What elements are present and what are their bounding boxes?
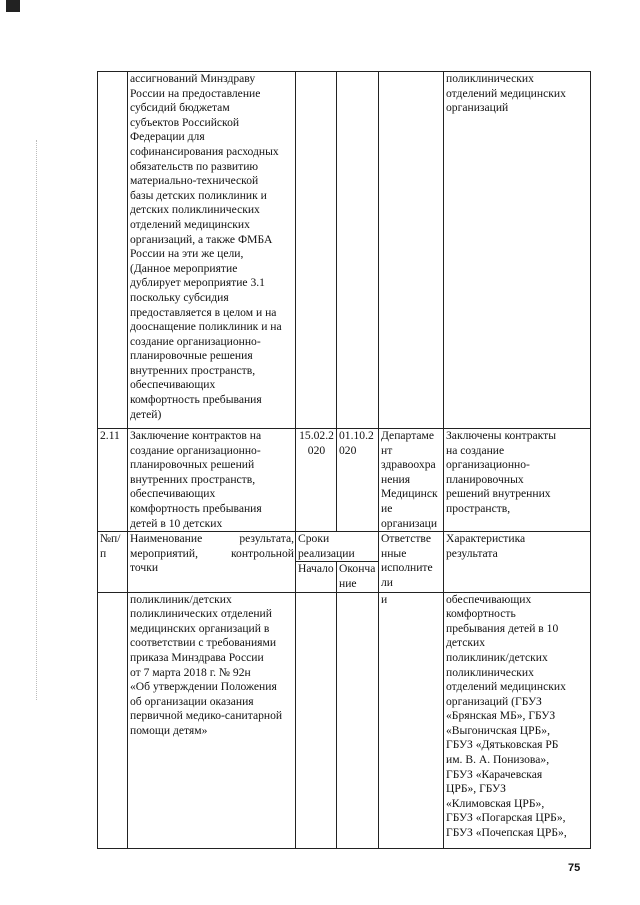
cell-result: поликлинических отделений медицинских организаций [444, 72, 591, 429]
cell-num [98, 592, 128, 848]
cell-start [296, 72, 337, 429]
cell-num: 2.11 [98, 429, 128, 532]
header-result: Характеристика результата [444, 532, 591, 592]
header-responsible: Ответстве нные исполните ли [379, 532, 444, 592]
cell-name: поликлиник/детских поликлинических отделений медицинских организаций в соответствии с требованиями приказа Минздрава России от 7 марта 2018 г. № 92н «Об утверждении Положения об организации оказания первичной медико-санитарной помощи детям» [128, 592, 296, 848]
cell-name: Заключение контрактов на создание организационно- планировочных решений внутренних пространств, обеспечивающих комфортность пребывания детей в 10 детских [128, 429, 296, 532]
cell-result: Заключены контракты на создание организационно- планировочных решений внутренних пространств, [444, 429, 591, 532]
header-start: Начало [296, 562, 337, 592]
table-row [98, 592, 591, 848]
cell-num [98, 72, 128, 429]
header-end: Оконча ние [337, 562, 379, 592]
scan-corner-mark [6, 0, 20, 12]
cell-responsible [379, 72, 444, 429]
cell-responsible: Департаме нт здравоохра нения Медицинск ие организаци [379, 429, 444, 532]
header-name-line: мероприятий, контрольной [130, 546, 294, 560]
cell-responsible: и [379, 592, 444, 848]
scan-margin-dots [36, 140, 39, 700]
header-num: №п/п [98, 532, 128, 592]
measures-table [97, 71, 591, 849]
header-name-line: Наименование результата, [130, 532, 294, 546]
cell-start: 15.02.2 020 [296, 429, 337, 532]
header-name-line: точки [130, 561, 159, 575]
table-header-row [98, 532, 591, 562]
cell-name: ассигнований Минздраву России на предоставление субсидий бюджетам субъектов Российской Федерации для софинансирования расходных обязательств по развитию материально-технической базы детских поликлиник и детских поликлинических отделений медицинских организаций, а также ФМБА России на эти же цели, (Данное мероприятие дублирует мероприятие 3.1 поскольку субсидия предоставляется в целом и на дооснащение поликлиник и на создание организационно- планировочные решения внутренних пространств, обеспечивающих комфортность пребывания детей) [128, 72, 296, 429]
table-row [98, 72, 591, 429]
header-name [128, 532, 296, 592]
cell-result: обеспечивающих комфортность пребывания детей в 10 детских поликлиник/детских поликлинических отделений медицинских организаций (ГБУЗ «Брянская МБ», ГБУЗ «Выгоничская ЦРБ», ГБУЗ «Дятьковская РБ им. В. А. Понизова», ГБУЗ «Карачевская ЦРБ», ГБУЗ «Климовская ЦРБ», ГБУЗ «Погарская ЦРБ», ГБУЗ «Почепская ЦРБ», [444, 592, 591, 848]
cell-start [296, 592, 337, 848]
cell-end: 01.10.2 020 [337, 429, 379, 532]
cell-end [337, 592, 379, 848]
page-number: 75 [568, 862, 581, 874]
table-row [98, 429, 591, 532]
header-terms: Сроки реализации [296, 532, 379, 562]
cell-end [337, 72, 379, 429]
